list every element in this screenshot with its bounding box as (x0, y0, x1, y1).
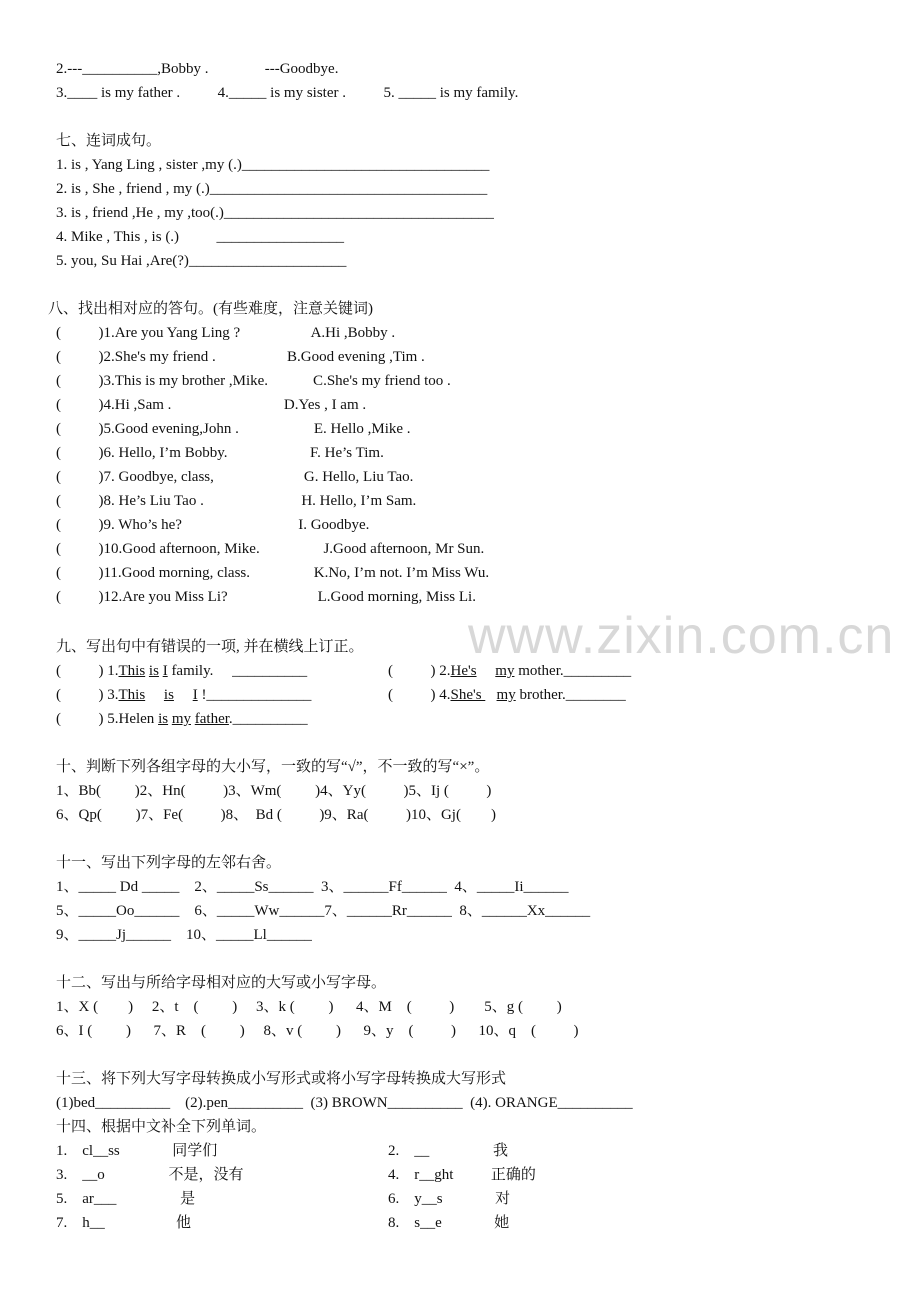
text-line: ( )10.Good afternoon, Mike. J.Good afternoon, Mr Sun. (56, 541, 485, 557)
text-line: 2. __ 我 (388, 1143, 509, 1159)
text-line: 1、Bb( )2、Hn( )3、Wm( )4、Yy( )5、Ij ( ) (56, 783, 492, 799)
watermark: www.zixin.com.cn (468, 607, 895, 665)
text-line: 4. Mike , This , is (.) _________________ (56, 229, 345, 245)
text-line: 9、_____Jj______ 10、_____Ll______ (56, 927, 312, 943)
text-line: 4. r__ght 正确的 (388, 1167, 536, 1183)
text-line: 3. __o 不是，没有 (56, 1167, 244, 1183)
text-line: 七、连词成句。 (56, 133, 162, 149)
text-line: 2.---__________,Bobby . ---Goodbye. (56, 61, 339, 77)
text-line: 十二、写出与所给字母相对应的大写或小写字母。 (56, 975, 387, 991)
text-line: 九、写出句中有错误的一项, 并在横线上订正。 (56, 639, 364, 655)
text-line: ( )11.Good morning, class. K.No, I’m not. I’m Miss Wu. (56, 565, 490, 581)
text-line: ( )3.This is my brother ,Mike. C.She's my friend too . (56, 373, 451, 389)
text-line: ( )2.She's my friend . B.Good evening ,Tim . (56, 349, 425, 365)
error-question-5: ( ) 5.Helen is my father.__________ (56, 711, 308, 727)
text-line: 十三、将下列大写字母转换成小写形式或将小写字母转换成大写形式 (56, 1071, 507, 1087)
text-line: (1)bed__________ (2).pen__________ (3) BROWN__________ (4). ORANGE__________ (56, 1095, 633, 1111)
text-line: 6、I ( ) 7、R ( ) 8、v ( ) 9、y ( ) 10、q ( ) (56, 1023, 579, 1039)
text-line: 2. is , She , friend , my (.)_____________________________________ (56, 181, 488, 197)
text-line: ( )7. Goodbye, class, G. Hello, Liu Tao. (56, 469, 414, 485)
error-question-4: ( ) 4.She's my brother.________ (388, 687, 626, 703)
text-line: 5、_____Oo______ 6、_____Ww______7、______Rr______ 8、______Xx______ (56, 903, 591, 919)
text-line: 八、找出相对应的答句。(有些难度，注意关键词) (48, 301, 373, 317)
text-line: 3. is , friend ,He , my ,too(.)____________________________________ (56, 205, 494, 221)
text-line: ( )4.Hi ,Sam . D.Yes , I am . (56, 397, 367, 413)
error-question-1: ( ) 1.This is I family. __________ (56, 663, 308, 679)
text-line: ( )8. He’s Liu Tao . H. Hello, I’m Sam. (56, 493, 417, 509)
text-line: 十、判断下列各组字母的大小写，一致的写“√”，不一致的写“×”。 (56, 759, 490, 775)
text-line: ( )1.Are you Yang Ling ? A.Hi ,Bobby . (56, 325, 396, 341)
text-line: 3.____ is my father . 4._____ is my sister . 5. _____ is my family. (56, 85, 519, 101)
text-line: 1. is , Yang Ling , sister ,my (.)_________________________________ (56, 157, 490, 173)
text-line: 十四、根据中文补全下列单词。 (56, 1119, 267, 1135)
error-question-2: ( ) 2.He's my mother._________ (388, 663, 632, 679)
text-line: 5. ar___ 是 (56, 1191, 196, 1207)
text-line: 6、Qp( )7、Fe( )8、 Bd ( )9、Ra( )10、Gj( ) (56, 807, 496, 823)
text-line: 1. cl__ss 同学们 (56, 1143, 218, 1159)
text-line: ( )6. Hello, I’m Bobby. F. He’s Tim. (56, 445, 384, 461)
text-line: 5. you, Su Hai ,Are(?)_____________________ (56, 253, 347, 269)
text-line: 7. h__ 他 (56, 1215, 192, 1231)
text-line: ( )9. Who’s he? I. Goodbye. (56, 517, 370, 533)
text-line: 1、_____ Dd _____ 2、_____Ss______ 3、______Ff______ 4、_____Ii______ (56, 879, 569, 895)
text-line: ( )5.Good evening,John . E. Hello ,Mike . (56, 421, 411, 437)
text-line: 1、X ( ) 2、t ( ) 3、k ( ) 4、M ( ) 5、g ( ) (56, 999, 562, 1015)
text-line: 6. y__s 对 (388, 1191, 511, 1207)
error-question-3: ( ) 3.This is I !______________ (56, 687, 312, 703)
text-line: 8. s__e 她 (388, 1215, 510, 1231)
text-line: 十一、写出下列字母的左邻右舍。 (56, 855, 282, 871)
text-line: ( )12.Are you Miss Li? L.Good morning, Miss Li. (56, 589, 476, 605)
